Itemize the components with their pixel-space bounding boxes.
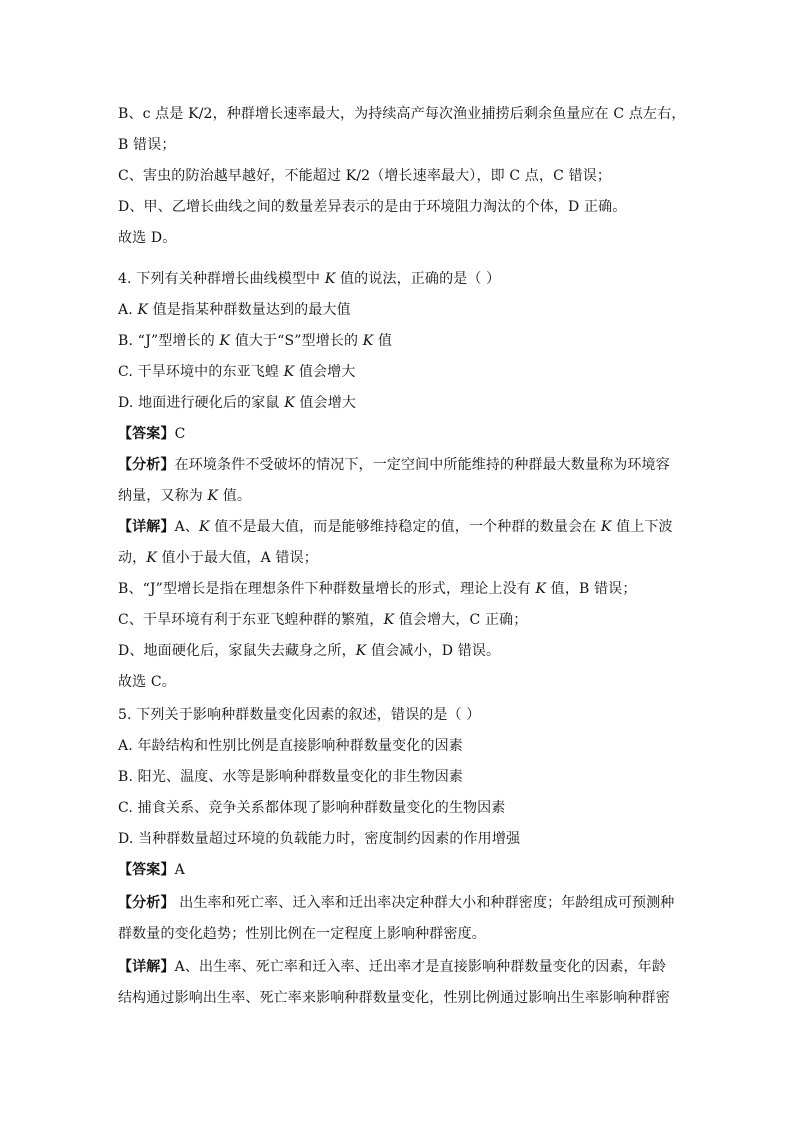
text-line: B 错误；: [118, 137, 176, 153]
detail-tag: 【详解】: [118, 519, 175, 535]
text-line: D、甲、乙增长曲线之间的数量差异表示的是由于环境阻力淘汰的个体，D 正确。: [118, 199, 627, 215]
analysis-tag: 【分析】: [118, 457, 175, 473]
question-4-option-b: B. “J”型增长的 K 值大于“S”型增长的 K 值: [118, 333, 393, 349]
question-4-analysis-cont: 纳量，又称为 K 值。: [118, 488, 252, 504]
question-4-detail-d: D、地面硬化后，家鼠失去藏身之所，K 值会减小，D 错误。: [118, 643, 501, 659]
text-line: C、害虫的防治越早越好，不能超过 K/2（增长速率最大），即 C 点，C 错误；: [118, 168, 612, 184]
answer-tag: 【答案】: [118, 862, 175, 878]
detail-tag: 【详解】: [118, 959, 175, 975]
question-4-stem: 4. 下列有关种群增长曲线模型中 K 值的说法，正确的是（ ）: [118, 271, 501, 287]
question-5-detail-cont: 结构通过影响出生率、死亡率来影响种群数量变化，性别比例通过影响出生率影响种群密: [118, 990, 670, 1006]
question-4-analysis: 【分析】在环境条件不受破坏的情况下，一定空间中所能维持的种群最大数量称为环境容: [118, 457, 670, 473]
question-5-answer: 【答案】A: [118, 862, 185, 878]
question-5-detail: 【详解】A、出生率、死亡率和迁入率、迁出率才是直接影响种群数量变化的因素，年龄: [118, 959, 666, 975]
question-5-option-b: B. 阳光、温度、水等是影响种群数量变化的非生物因素: [118, 769, 464, 785]
question-5-option-d: D. 当种群数量超过环境的负载能力时，密度制约因素的作用增强: [118, 831, 521, 847]
question-5-analysis-cont: 群数量的变化趋势；性别比例在一定程度上影响种群密度。: [118, 926, 486, 942]
question-4-option-a: A. K 值是指某种群数量达到的最大值: [118, 302, 351, 318]
text-line: B、c 点是 K/2，种群增长速率最大，为持续高产每次渔业捕捞后剩余鱼量应在 C 点左右，: [118, 106, 686, 122]
analysis-tag: 【分析】: [118, 895, 175, 911]
text-line: 故选 D。: [118, 230, 177, 246]
question-5-stem: 5. 下列关于影响种群数量变化因素的叙述，错误的是（ ）: [118, 707, 481, 723]
question-4-choice: 故选 C。: [118, 674, 176, 690]
question-5-option-a: A. 年龄结构和性别比例是直接影响种群数量变化的因素: [118, 738, 463, 754]
question-4-option-c: C. 干旱环境中的东亚飞蝗 K 值会增大: [118, 364, 356, 380]
question-4-detail-c: C、干旱环境有利于东亚飞蝗种群的繁殖，K 值会增大，C 正确；: [118, 612, 528, 628]
question-5-option-c: C. 捕食关系、竞争关系都体现了影响种群数量变化的生物因素: [118, 800, 506, 816]
question-5-analysis: 【分析】 出生率和死亡率、迁入率和迁出率决定种群大小和种群密度；年龄组成可预测种: [118, 895, 675, 911]
question-4-answer: 【答案】C: [118, 426, 186, 442]
question-4-option-d: D. 地面进行硬化后的家鼠 K 值会增大: [118, 395, 356, 411]
question-4-detail: 【详解】A、K 值不是最大值，而是能够维持稳定的值，一个种群的数量会在 K 值上下波: [118, 519, 673, 535]
answer-tag: 【答案】: [118, 426, 175, 442]
question-4-detail-b: B、“J”型增长是指在理想条件下种群数量增长的形式，理论上没有 K 值，B 错误；: [118, 581, 637, 597]
question-4-detail-cont: 动，K 值小于最大值，A 错误；: [118, 550, 318, 566]
